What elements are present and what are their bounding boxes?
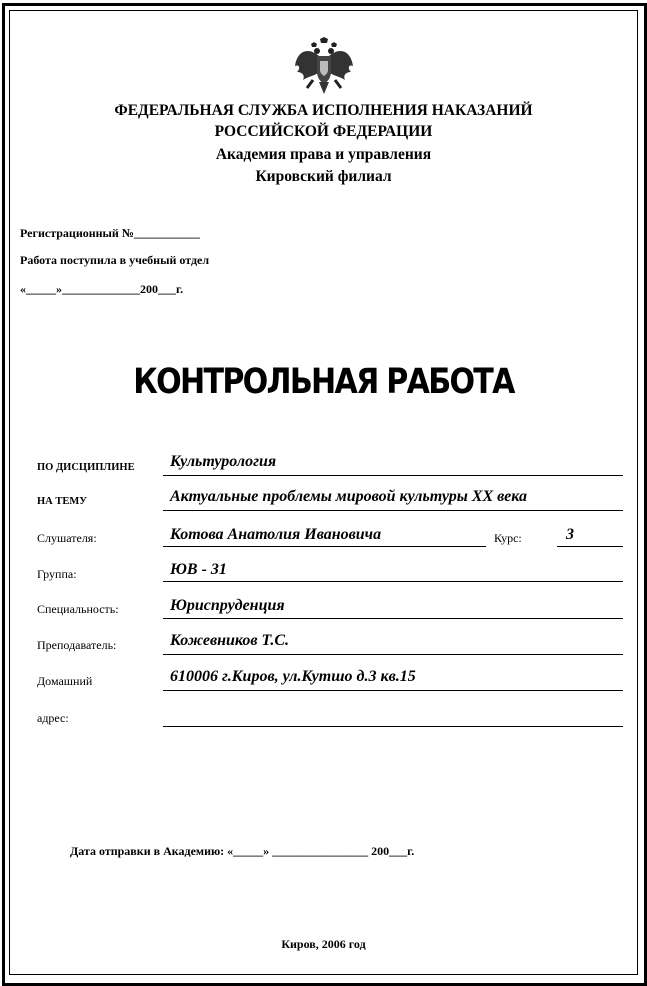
- course-label: Курс:: [494, 531, 522, 545]
- teacher-underline: [163, 654, 623, 655]
- student-underline: [163, 546, 486, 547]
- header-country: РОССИЙСКОЙ ФЕДЕРАЦИИ: [214, 123, 433, 140]
- received-label: Работа поступила в учебный отдел: [20, 253, 210, 267]
- coat-of-arms-emblem: [293, 36, 355, 98]
- address-label-line1: Домашний: [37, 674, 93, 688]
- specialty-underline: [163, 618, 623, 619]
- group-label: Группа:: [37, 567, 77, 581]
- topic-underline: [163, 510, 623, 511]
- address-label-line2: адрес:: [37, 711, 69, 725]
- address-value: 610006 г.Киров, ул.Кутшо д.3 кв.15: [170, 668, 416, 685]
- teacher-value: Кожевников Т.С.: [170, 632, 289, 649]
- header-academy: Академия права и управления: [215, 146, 432, 163]
- group-underline: [163, 581, 623, 582]
- topic-label: НА ТЕМУ: [37, 496, 87, 507]
- course-underline: [557, 546, 623, 547]
- received-date: «_____»_____________200___г.: [20, 282, 184, 296]
- student-value: Котова Анатолия Ивановича: [170, 526, 382, 543]
- address-underline-2: [163, 726, 623, 727]
- registration-number: Регистрационный №___________: [20, 226, 200, 240]
- course-value: 3: [566, 526, 574, 543]
- discipline-value: Культурология: [170, 453, 277, 470]
- address-underline-1: [163, 690, 623, 691]
- header-agency: ФЕДЕРАЛЬНАЯ СЛУЖБА ИСПОЛНЕНИЯ НАКАЗАНИЙ: [114, 102, 533, 119]
- document-title: КОНТРОЛЬНАЯ РАБОТА: [133, 362, 514, 402]
- header-branch: Кировский филиал: [255, 168, 392, 185]
- discipline-label: ПО ДИСЦИПЛИНЕ: [37, 462, 135, 473]
- footer-city-year: Киров, 2006 год: [281, 937, 366, 951]
- send-date: Дата отправки в Академию: «_____» ________________ 200___г.: [70, 844, 415, 858]
- specialty-label: Специальность:: [37, 602, 119, 616]
- discipline-underline: [163, 475, 623, 476]
- topic-value: Актуальные проблемы мировой культуры ХХ века: [170, 488, 527, 505]
- specialty-value: Юриспруденция: [170, 597, 285, 614]
- teacher-label: Преподаватель:: [37, 638, 117, 652]
- student-label: Слушателя:: [37, 531, 97, 545]
- group-value: ЮВ - 31: [170, 561, 227, 578]
